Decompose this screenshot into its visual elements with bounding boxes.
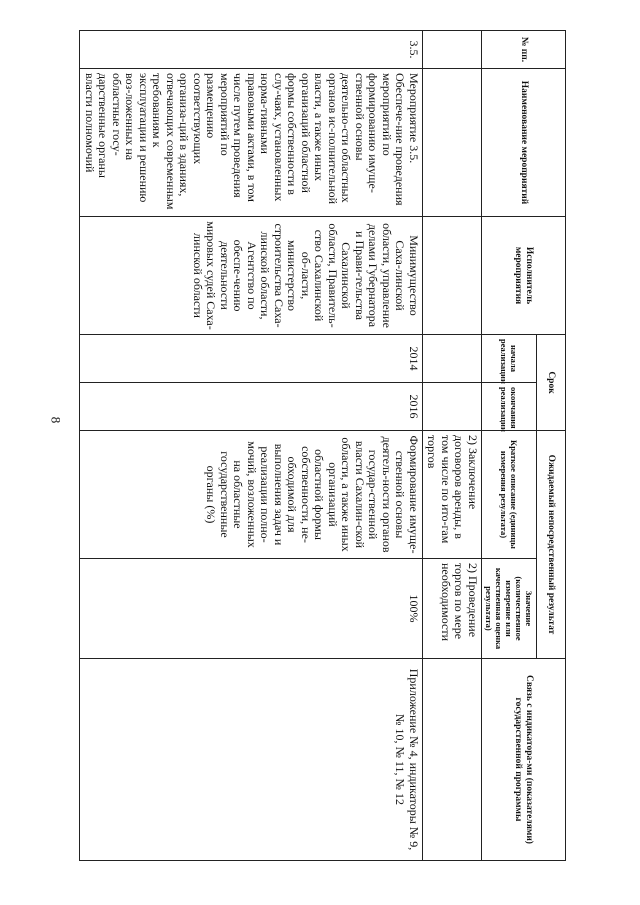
header-result-desc: Краткое описание (единицы измерения результата) <box>482 431 537 559</box>
cell-link: Приложение № 4, индикаторы № 9, № 10, № 11, № 12 <box>80 659 423 861</box>
cell-end <box>423 383 482 431</box>
cell-no <box>423 31 482 69</box>
cell-executor <box>423 217 482 335</box>
header-no: № пп. <box>482 31 566 69</box>
header-link: Связь с индикатора-ми (показателями) государственной программы <box>482 659 566 861</box>
cell-desc: 2) Заключение договоров аренды, в том числе по ито-гам торгов <box>423 431 482 559</box>
cell-value: 100% <box>80 559 423 659</box>
cell-desc: Формирование имуще-ственной основы деятель-ности органов государ-ственной власти Сахалин-ской области, а также иных организаций областной формы собственности, не-обходимой для выполнения задач и реализации полно-мочий, возложенных на областные государственные органы (%) <box>80 431 423 559</box>
activities-table <box>80 30 567 861</box>
page-number: 8 <box>48 416 64 424</box>
table-row <box>423 31 482 861</box>
cell-executor: Минимущество Саха-линской области, управление делами Губернатора и Прави-тельства Сахалинской области, Правитель-ство Сахалинской об-ласти, министерство строительства Саха-линской области, Агентство по обеспе-чению деятельности мировых судей Саха-линской области <box>80 217 423 335</box>
cell-start: 2014 <box>80 335 423 383</box>
cell-name <box>423 69 482 217</box>
cell-name: Мероприятие 3.5. Обеспече-ние проведения мероприятий по формированию имуще-ственной основы деятельно-сти областных органов ис-полнительной власти, а также иных организаций областной формы собственности в слу-чаях, установленных норма-тивными правовыми актами, в том числе путем проведения мероприятий по размещению соответствующих организа-ций в зданиях, отвечающих современным требованиям к эксплуатации и решению воз-ложенных на областные госу-дарственные органы власти полномочий <box>80 69 423 217</box>
cell-no: 3.5. <box>80 31 423 69</box>
header-name: Наименование мероприятий <box>482 69 566 217</box>
header-term: Срок <box>537 335 566 431</box>
cell-value: 2) Проведение торгов по мере необходимости <box>423 559 482 659</box>
header-result: Ожидаемый непосредственный результат <box>537 431 566 659</box>
header-executor: Исполнитель мероприятия <box>482 217 566 335</box>
document-table-sheet <box>83 30 566 860</box>
header-term-end: окончания реализации <box>482 383 537 431</box>
header-result-value: Значение (количественное измерение или качественная оценка результата) <box>482 559 537 659</box>
cell-start <box>423 335 482 383</box>
cell-end: 2016 <box>80 383 423 431</box>
cell-link <box>423 659 482 861</box>
header-term-start: начала реализации <box>482 335 537 383</box>
table-row <box>80 31 423 861</box>
